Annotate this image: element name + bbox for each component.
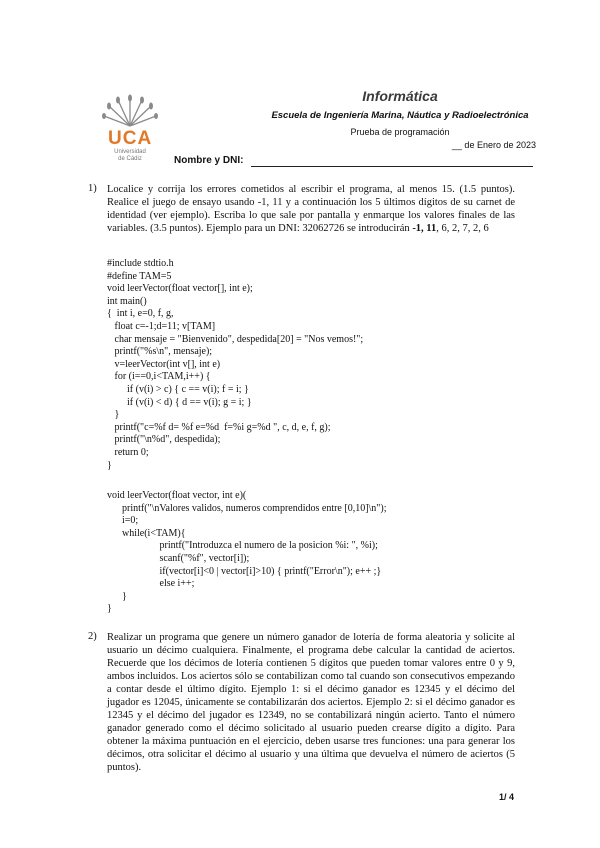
question-1-text bbox=[107, 183, 515, 235]
exam-date: __ de Enero de 2023 bbox=[451, 140, 536, 150]
question-1-code-function: void leerVector(float vector, int e)( printf("\nValores validos, numeros comprendidos entre [0,10]\n"); i=0; while(i<TAM){ printf("Introduzca el numero de la posicion %i: ", %i); scanf("%f", vector[i]); if(vector[i]<0 | vector[i]>10) { printf("Error\n"); e++ ;} else i++; } } bbox=[107, 490, 387, 615]
question-1-text-post: , 6, 2, 7, 2, 6 bbox=[436, 223, 489, 234]
name-dni-label: Nombre y DNI: bbox=[174, 155, 244, 166]
uca-logo bbox=[100, 92, 160, 172]
course-title: Informática bbox=[362, 88, 438, 104]
question-1-number: 1) bbox=[88, 183, 97, 194]
question-1-text-pre: Localice y corrija los errores cometidos al escribir el programa, al menos 15. (1.5 puntos). Realice el juego de ensayo usando -1, 11 y a continuación los 5 últimos dígitos de su carnet de identidad (ver ejemplo). Escriba lo que sale por pantalla y enmarque los valores finales de las variables. (3.5 puntos). Ejemplo para un DNI: 32062726 se introducirán bbox=[107, 184, 515, 234]
page-number: 1/ 4 bbox=[498, 792, 514, 802]
logo-wordmark: UCA bbox=[108, 128, 153, 149]
school-name: Escuela de Ingeniería Marina, Náutica y Radioelectrónica bbox=[271, 110, 529, 121]
question-2-text: Realizar un programa que genere un número ganador de lotería de forma aleatoria y solicite al usuario un décimo cualquiera. Finalmente, el programa debe calcular la cantidad de aciertos. Recuerde que los décimos de lotería contienen 5 dígitos que pueden tomar valores entre 0 y 9, ambos incluidos. Los aciertos sólo se contabilizan como tal cuando son consecutivos empezando a contar desde el último dígito. Ejemplo 1: si el décimo ganador es 12345 y el décimo del jugador es 12045, únicamente se contabilizarán dos aciertos. Ejemplo 2: si el décimo ganador es 12345 y el décimo del jugador es 12349, no se contabilizará ningún acierto. Tanto el número ganador generado como el décimo solicitado al usuario pueden crearse dígito a dígito. Para obtener la máxima puntuación en el ejercicio, deben usarse tres funciones: una para generar los décimos, otra solicitar el décimo al usuario y una última que devuelva el número de aciertos (5 puntos). bbox=[107, 632, 515, 773]
question-1-code-main: #include stdtio.h #define TAM=5 void leerVector(float vector[], int e); int main() { int i, e=0, f, g, float c=-1;d=11; v[TAM] char mensaje = "Bienvenido", despedida[20] = "Nos vemos!"; printf("%s\n", mensaje); v=leerVector(int v[], int e) for (i==0,i<TAM,i++) { if (v(i) > c) { c == v(i); f = i; } if (v(i) < d) { d == v(i); g = i; } } printf("c=%f d= %f e=%d f=%i g=%d ", c, d, e, f, g); printf("\n%d", despedida); return 0; } bbox=[107, 258, 364, 471]
logo-subtitle-2: de Cádiz bbox=[118, 156, 142, 162]
question-2-number: 2) bbox=[88, 631, 97, 642]
logo-subtitle-1: Universidad bbox=[114, 149, 146, 155]
name-dni-field[interactable] bbox=[251, 166, 533, 167]
exam-type: Prueba de programación bbox=[350, 127, 450, 137]
question-1-text-bold: -1, 11 bbox=[412, 223, 437, 234]
